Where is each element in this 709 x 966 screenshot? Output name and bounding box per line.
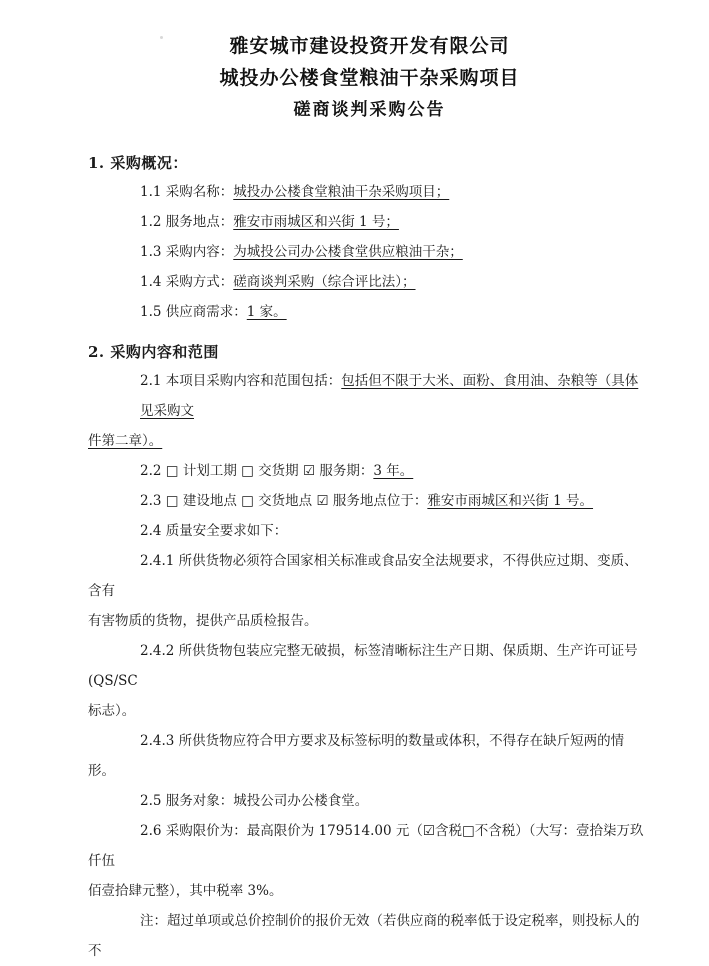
item-1-2-value: 雅安市雨城区和兴街 1 号； — [233, 214, 399, 230]
clause-2-6-line2: 佰壹拾肆元整），其中税率 3%。 — [88, 883, 283, 899]
clause-2-4-1-line2: 有害物质的货物，提供产品质检报告。 — [88, 613, 318, 629]
item-1-3-label: 1.3 采购内容： — [140, 244, 234, 260]
item-2-3 — [88, 486, 651, 516]
item-2-3-label: 2.3 — [140, 493, 162, 509]
section-heading-2: 2. 采购内容和范围 — [88, 343, 219, 361]
clause-2-4-2-line2: 标志）。 — [88, 703, 136, 719]
clause-2-4-1-line1: 2.4.1 所供货物必须符合国家相关标准或食品安全法规要求，不得供应过期、变质、含有 — [88, 553, 638, 599]
item-2-3-value: 雅安市雨城区和兴街 1 号。 — [427, 493, 594, 509]
item-1-4-label: 1.4 采购方式： — [140, 274, 234, 290]
item-1-5-value: 1 家。 — [246, 304, 287, 320]
clause-2-5-line1: 2.5 服务对象：城投公司办公楼食堂。 — [140, 793, 369, 809]
clause-2-6-line1: 2.6 采购限价为：最高限价为 179514.00 元（☑含税□不含税）（大写：壹拾柒万玖仟伍 — [88, 823, 644, 869]
item-2-1-cont — [88, 426, 651, 456]
item-1-5 — [88, 297, 651, 327]
item-2-2-label: 2.2 — [140, 463, 162, 479]
item-1-2 — [88, 207, 651, 237]
item-2-4-label: 2.4 质量安全要求如下： — [140, 523, 288, 539]
section-heading-1: 1. 采购概况： — [88, 154, 188, 172]
item-1-1-label: 1.1 采购名称： — [140, 184, 234, 200]
item-2-2 — [88, 456, 651, 486]
item-1-1 — [88, 177, 651, 207]
item-1-3-value: 为城投公司办公楼食堂供应粮油干杂； — [233, 244, 463, 260]
clause-note-line1: 注：超过单项或总价控制价的报价无效（若供应商的税率低于设定税率，则投标人的不 — [88, 913, 640, 959]
item-1-1-value: 城投办公楼食堂粮油干杂采购项目； — [233, 184, 450, 200]
title-line-1: 雅安城市建设投资开发有限公司 — [229, 35, 510, 57]
item-2-4 — [88, 516, 651, 546]
item-1-4-value: 磋商谈判采购（综合评比法）； — [233, 274, 416, 290]
item-2-2-value: 3 年。 — [373, 463, 414, 479]
item-1-4 — [88, 267, 651, 297]
item-2-2-checkboxes[interactable]: □ 计划工期 □ 交货期 ☑ 服务期： — [165, 463, 374, 479]
clause-2-4-2-line1: 2.4.2 所供货物包装应完整无破损，标签清晰标注生产日期、保质期、生产许可证号(QS/SC — [88, 643, 638, 689]
document-title-block — [88, 30, 651, 126]
item-1-5-label: 1.5 供应商需求： — [140, 304, 247, 320]
scan-artifact-dot — [160, 36, 163, 39]
item-2-1 — [88, 366, 651, 426]
item-2-3-checkboxes[interactable]: □ 建设地点 □ 交货地点 ☑ 服务地点位于： — [165, 493, 428, 509]
item-1-2-label: 1.2 服务地点： — [140, 214, 234, 230]
title-line-2: 城投办公楼食堂粮油干杂采购项目 — [219, 67, 520, 89]
item-2-1-value-cont: 件第二章）。 — [88, 433, 163, 449]
item-2-1-value: 包括但不限于大米、面粉、食用油、杂粮等（具体见采购文 — [140, 373, 639, 419]
item-1-3 — [88, 237, 651, 267]
clause-2-4-3-line1: 2.4.3 所供货物应符合甲方要求及标签标明的数量或体积，不得存在缺斤短两的情形。 — [88, 733, 625, 779]
item-2-1-label: 2.1 本项目采购内容和范围包括： — [140, 373, 342, 389]
title-line-3: 磋商谈判采购公告 — [293, 100, 446, 120]
